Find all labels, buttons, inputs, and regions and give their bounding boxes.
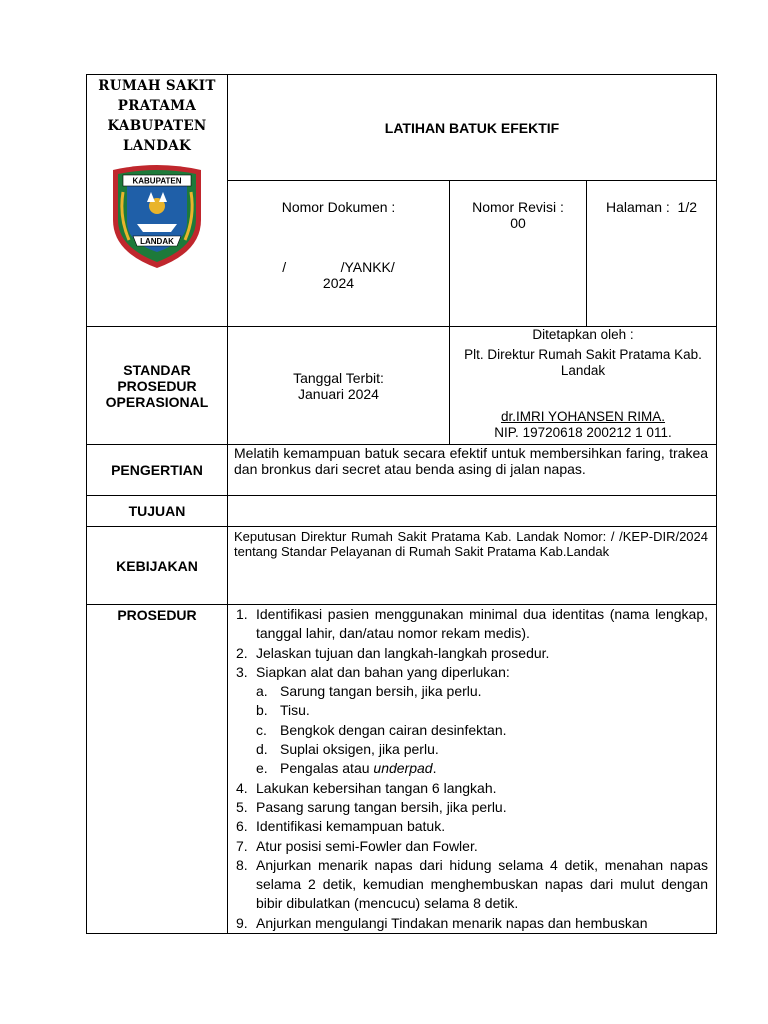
list-item: 4. Lakukan kebersihan tangan 6 langkah.	[236, 779, 497, 796]
tujuan-label: TUJUAN	[87, 496, 228, 527]
logo-bottom-banner: LANDAK	[140, 237, 174, 246]
nomor-dokumen-year: 2024	[322, 275, 355, 291]
hospital-header-cell	[87, 75, 228, 327]
sop-table	[86, 74, 717, 934]
halaman-label: Halaman : 1/2	[605, 199, 698, 215]
pengertian-label: PENGERTIAN	[87, 445, 228, 496]
nomor-revisi-label: Nomor Revisi :	[472, 199, 564, 215]
logo-top-banner: KABUPATEN	[132, 176, 182, 186]
tanggal-terbit-cell	[228, 327, 450, 445]
regency-emblem-logo	[107, 162, 207, 270]
sop-label-cell: STANDAR PROSEDUR OPERASIONAL	[87, 327, 228, 445]
pengertian-text: Melatih kemampuan batuk secara efektif untuk membersihkan faring, trakea dan bronkus dari secret atau benda asing di jalan napas.	[228, 445, 717, 496]
nomor-dokumen-cell	[228, 181, 450, 327]
kebijakan-label: KEBIJAKAN	[87, 527, 228, 605]
list-item: 8. Anjurkan menarik napas dari hidung selama 4 detik, menahan napas selama 2 detik, kemudian menghembuskan napas dari mulut dengan bibir dibulatkan (mencucu) selama 8 detik.	[236, 856, 709, 912]
signer-nip: NIP. 19720618 200212 1 011.	[494, 425, 672, 440]
hospital-name: RUMAH SAKIT PRATAMA KABUPATEN LANDAK	[98, 78, 216, 154]
prosedur-list	[228, 605, 716, 933]
ditetapkan-by: Plt. Direktur Rumah Sakit Pratama Kab. Landak	[464, 347, 702, 378]
list-item: 6. Identifikasi kemampuan batuk.	[236, 818, 446, 835]
signer-name: dr.IMRI YOHANSEN RIMA.	[500, 409, 666, 424]
nomor-dokumen-label: Nomor Dokumen :	[281, 199, 396, 215]
nomor-revisi-value: 00	[510, 215, 526, 231]
tujuan-text	[228, 496, 717, 527]
nomor-dokumen-value: / /YANKK/	[282, 259, 395, 275]
sub-item: b. Tisu.	[256, 702, 310, 719]
list-item: 3. Siapkan alat dan bahan yang diperlukan: a. Sarung tangan bersih, jika perlu. b. Tisu. c. Bengkok dengan cairan desinfektan. d. Suplai oksigen, jika perlu. e. Pengalas atau underpad.	[228, 663, 716, 779]
tanggal-terbit-value: Januari 2024	[298, 385, 379, 402]
halaman-cell	[587, 181, 717, 327]
sub-item: e. Pengalas atau underpad.	[256, 760, 437, 777]
list-item: 1. Identifikasi pasien menggunakan minimal dua identitas (nama lengkap, tanggal lahir, dan/atau nomor rekam medis).	[236, 606, 709, 642]
prosedur-cell	[228, 605, 717, 934]
list-item: 9. Anjurkan mengulangi Tindakan menarik napas dan hembuskan	[236, 914, 648, 931]
prosedur-label: PROSEDUR	[87, 605, 228, 934]
sub-item: c. Bengkok dengan cairan desinfektan.	[256, 721, 507, 738]
document-title: LATIHAN BATUK EFEKTIF	[228, 75, 717, 181]
list-item: 7. Atur posisi semi-Fowler dan Fowler.	[236, 837, 478, 854]
sub-item: d. Suplai oksigen, jika perlu.	[256, 741, 439, 758]
nomor-revisi-cell	[450, 181, 587, 327]
ditetapkan-label: Ditetapkan oleh :	[532, 327, 634, 342]
list-item: 2. Jelaskan tujuan dan langkah-langkah prosedur.	[236, 644, 550, 661]
kebijakan-text: Keputusan Direktur Rumah Sakit Pratama Kab. Landak Nomor: / /KEP-DIR/2024 tentang Standar Pelayanan di Rumah Sakit Pratama Kab.Landak	[228, 527, 717, 605]
sub-item: a. Sarung tangan bersih, jika perlu.	[256, 683, 482, 700]
list-item: 5. Pasang sarung tangan bersih, jika perlu.	[236, 798, 507, 815]
ditetapkan-cell	[450, 327, 717, 445]
tanggal-terbit-label: Tanggal Terbit:	[293, 369, 384, 386]
